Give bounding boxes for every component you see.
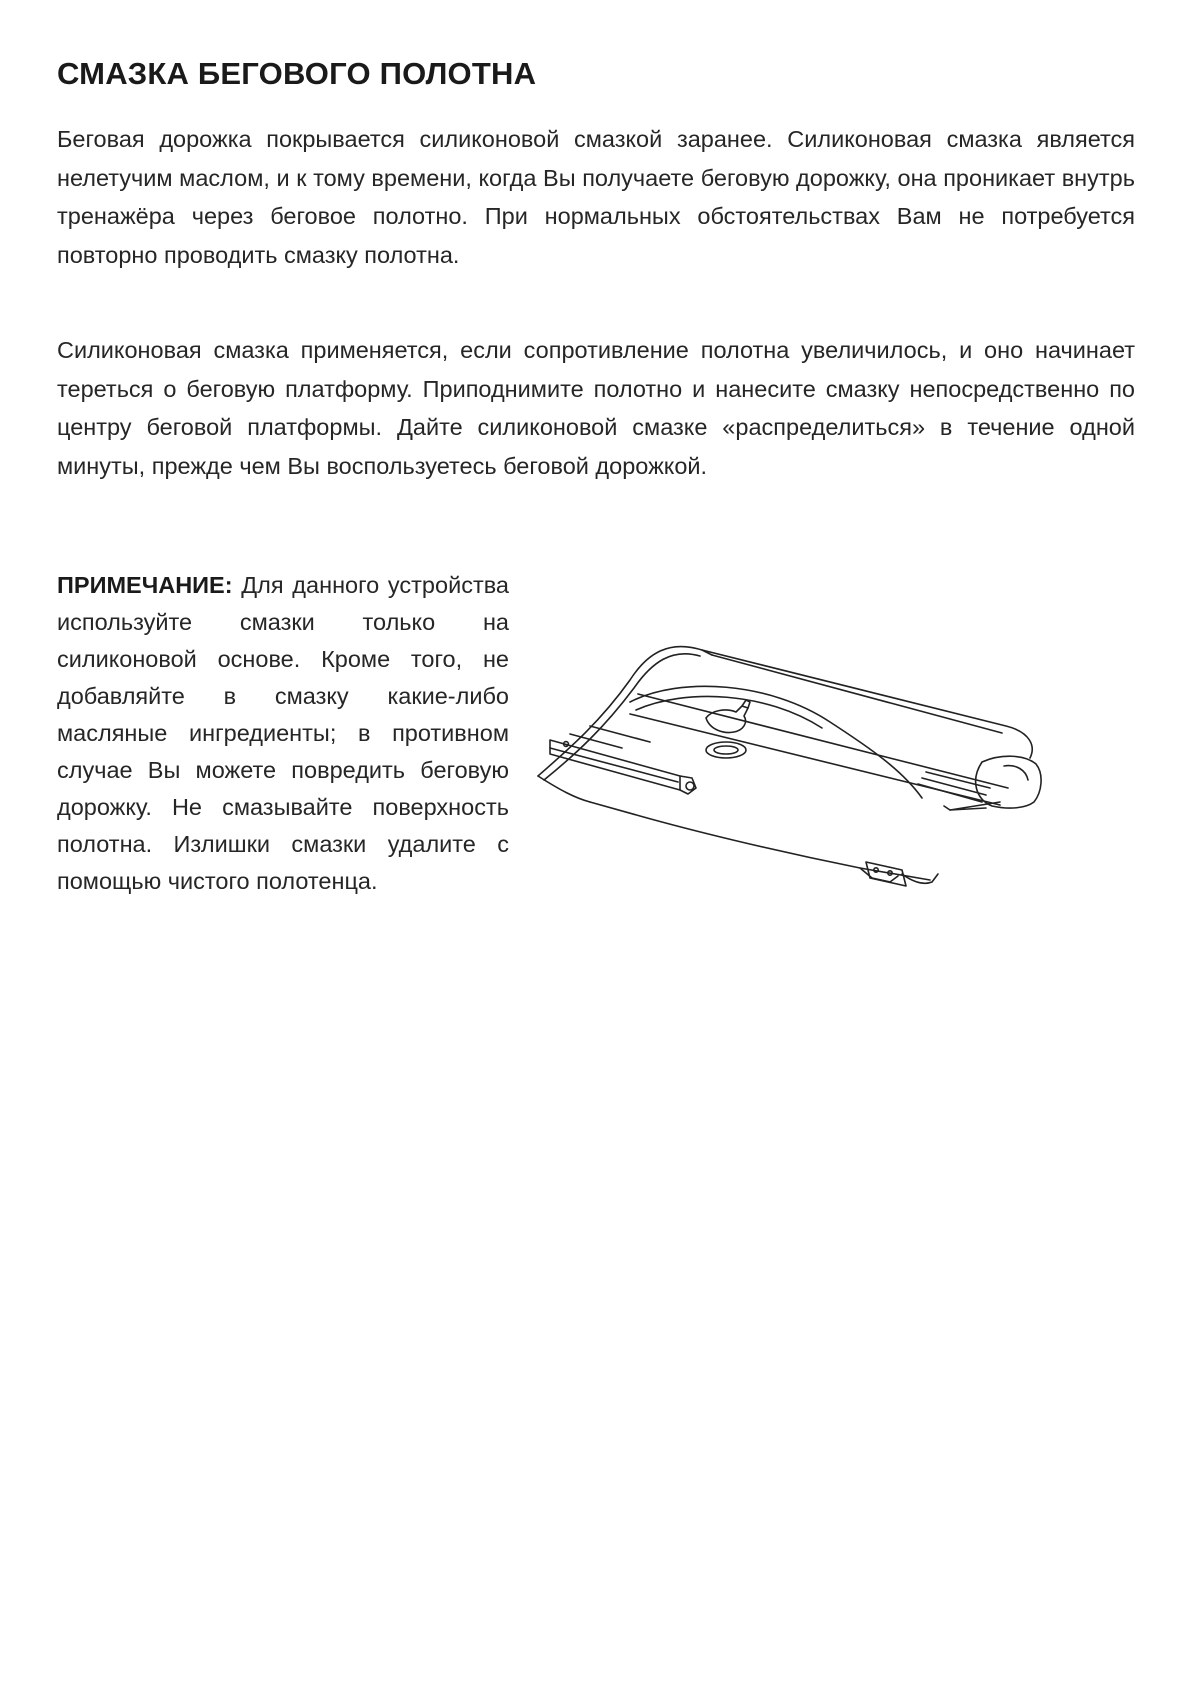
lubricant-bottle xyxy=(706,706,748,732)
motor-hood xyxy=(538,647,712,776)
page-title: СМАЗКА БЕГОВОГО ПОЛОТНА xyxy=(57,56,537,91)
paragraph-application: Силиконовая смазка применяется, если сопротивление полотна увеличилось, и оно начинает тереться о беговую платформу. Приподнимите полотно и нанесите смазку непосредственно по центру беговой платформы. Дайте силиконовой смазке «распределиться» в течение одной минуты, прежде чем Вы воспользуетесь беговой дорожкой. xyxy=(57,337,1135,479)
lubricant-spot xyxy=(706,742,746,758)
treadmill-lubrication-illustration xyxy=(530,630,1120,910)
note-label: ПРИМЕЧАНИЕ: xyxy=(57,572,233,598)
note-text: Для данного устройства используйте смазки только на силиконовой основе. Кроме того, не добавляйте в смазку какие-либо масляные ингредиенты; в противном случае Вы можете повредить беговую дорожку. Не смазывайте поверхность полотна. Излишки смазки удалите с помощью чистого полотенца. xyxy=(57,572,509,894)
adjustment-bolt-plate xyxy=(866,862,906,886)
paragraph-intro: Беговая дорожка покрывается силиконовой смазкой заранее. Силиконовая смазка является нелетучим маслом, и к тому времени, когда Вы получаете беговую дорожку, она проникает внутрь тренажёра через беговое полотно. При нормальных обстоятельствах Вам не потребуется повторно проводить смазку полотна. xyxy=(57,126,1135,268)
note-block xyxy=(57,567,509,900)
